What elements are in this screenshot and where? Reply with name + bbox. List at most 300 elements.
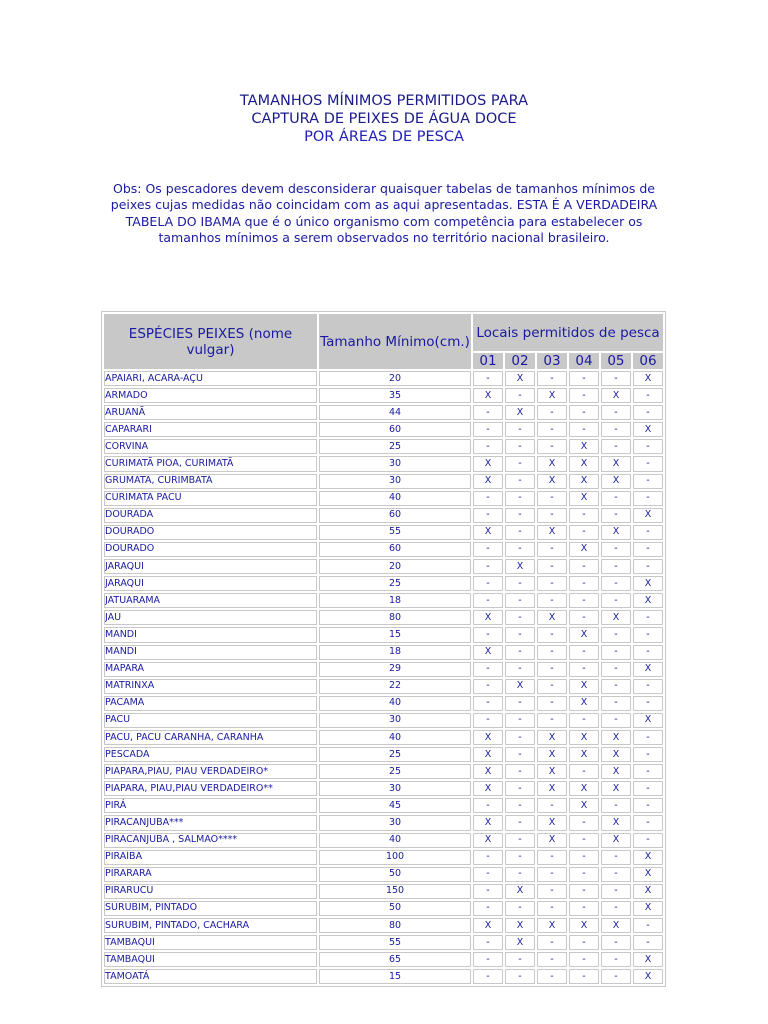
- area-flag-cell: -: [569, 559, 599, 574]
- area-flag-cell: -: [505, 593, 535, 608]
- area-flag-cell: -: [601, 867, 631, 882]
- area-flag-cell: X: [473, 474, 503, 489]
- table-row: [104, 815, 663, 830]
- min-size-cell: 25: [319, 439, 471, 454]
- area-flag-cell: -: [569, 884, 599, 899]
- species-name-cell: CURIMATÃ PACU: [104, 491, 317, 506]
- area-flag-cell: X: [537, 610, 567, 625]
- table-row: [104, 918, 663, 933]
- area-flag-cell: -: [473, 405, 503, 420]
- area-flag-cell: X: [473, 610, 503, 625]
- area-flag-cell: -: [473, 542, 503, 557]
- min-size-cell: 60: [319, 542, 471, 557]
- area-flag-cell: -: [569, 388, 599, 403]
- species-name-cell: DOURADA: [104, 508, 317, 523]
- area-flag-cell: X: [569, 918, 599, 933]
- area-flag-cell: X: [569, 730, 599, 745]
- header-min-size: Tamanho Mínimo(cm.): [319, 314, 471, 369]
- table-row: [104, 867, 663, 882]
- area-flag-cell: -: [537, 559, 567, 574]
- area-flag-cell: -: [569, 969, 599, 984]
- area-flag-cell: -: [633, 764, 663, 779]
- area-flag-cell: X: [569, 439, 599, 454]
- area-flag-cell: -: [505, 798, 535, 813]
- min-size-cell: 45: [319, 798, 471, 813]
- area-flag-cell: -: [537, 645, 567, 660]
- area-flag-cell: -: [633, 456, 663, 471]
- area-flag-cell: X: [537, 388, 567, 403]
- min-size-cell: 15: [319, 969, 471, 984]
- area-flag-cell: -: [473, 713, 503, 728]
- area-flag-cell: -: [473, 662, 503, 677]
- area-flag-cell: -: [569, 508, 599, 523]
- species-name-cell: MANDI: [104, 627, 317, 642]
- area-flag-cell: -: [537, 627, 567, 642]
- area-flag-cell: X: [537, 815, 567, 830]
- area-flag-cell: -: [473, 508, 503, 523]
- area-flag-cell: -: [505, 491, 535, 506]
- species-name-cell: JARAQUI: [104, 559, 317, 574]
- area-flag-cell: -: [569, 764, 599, 779]
- table-row: [104, 576, 663, 591]
- area-flag-cell: X: [473, 918, 503, 933]
- area-flag-cell: -: [633, 491, 663, 506]
- header-area-04: 04: [569, 353, 599, 369]
- area-flag-cell: -: [633, 833, 663, 848]
- area-flag-cell: -: [601, 884, 631, 899]
- area-flag-cell: -: [569, 645, 599, 660]
- area-flag-cell: -: [601, 696, 631, 711]
- area-flag-cell: -: [505, 781, 535, 796]
- area-flag-cell: -: [633, 730, 663, 745]
- area-flag-cell: -: [505, 439, 535, 454]
- area-flag-cell: -: [473, 867, 503, 882]
- area-flag-cell: X: [601, 730, 631, 745]
- area-flag-cell: -: [601, 405, 631, 420]
- area-flag-cell: -: [601, 593, 631, 608]
- title-line-2: CAPTURA DE PEIXES DE ÁGUA DOCE: [251, 111, 517, 127]
- table-row: [104, 747, 663, 762]
- area-flag-cell: -: [505, 969, 535, 984]
- species-name-cell: JAU: [104, 610, 317, 625]
- area-flag-cell: -: [505, 713, 535, 728]
- area-flag-cell: X: [601, 388, 631, 403]
- area-flag-cell: -: [569, 867, 599, 882]
- title-line-1: TAMANHOS MÍNIMOS PERMITIDOS PARA: [239, 93, 529, 109]
- species-name-cell: PACAMÃ: [104, 696, 317, 711]
- area-flag-cell: X: [601, 833, 631, 848]
- min-size-cell: 60: [319, 422, 471, 437]
- area-flag-cell: X: [537, 730, 567, 745]
- observation-note: Obs: Os pescadores devem desconsiderar quaisquer tabelas de tamanhos mínimos de peixes cujas medidas não coincidam com as aqui apresentadas. ESTA É A VERDADEIRA TABELA DO IBAMA que é o único organismo com competência para estabelecer os tamanhos mínimos a serem observados no território nacional brasileiro.: [110, 181, 658, 245]
- area-flag-cell: X: [633, 850, 663, 865]
- area-flag-cell: -: [633, 439, 663, 454]
- area-flag-cell: -: [473, 439, 503, 454]
- area-flag-cell: -: [601, 422, 631, 437]
- species-name-cell: PESCADA: [104, 747, 317, 762]
- area-flag-cell: X: [505, 679, 535, 694]
- table-row: [104, 713, 663, 728]
- area-flag-cell: -: [537, 508, 567, 523]
- area-flag-cell: -: [569, 850, 599, 865]
- area-flag-cell: -: [601, 576, 631, 591]
- species-name-cell: MAPARÁ: [104, 662, 317, 677]
- table-row: [104, 371, 663, 386]
- header-locations: Locais permitidos de pesca: [473, 314, 663, 351]
- area-flag-cell: -: [633, 918, 663, 933]
- area-flag-cell: -: [633, 610, 663, 625]
- area-flag-cell: X: [569, 491, 599, 506]
- species-name-cell: PIRAÍBA: [104, 850, 317, 865]
- area-flag-cell: X: [569, 474, 599, 489]
- area-flag-cell: X: [473, 525, 503, 540]
- area-flag-cell: -: [633, 388, 663, 403]
- species-name-cell: PIRACANJUBA , SALMÃO****: [104, 833, 317, 848]
- species-name-cell: TAMBAQUI: [104, 952, 317, 967]
- area-flag-cell: -: [601, 952, 631, 967]
- min-size-cell: 100: [319, 850, 471, 865]
- min-size-cell: 55: [319, 525, 471, 540]
- area-flag-cell: -: [601, 935, 631, 950]
- species-name-cell: PIAPARA, PIAU,PIAU VERDADEIRO**: [104, 781, 317, 796]
- species-name-cell: MANDI: [104, 645, 317, 660]
- area-flag-cell: -: [601, 645, 631, 660]
- min-size-cell: 25: [319, 764, 471, 779]
- table-row: [104, 798, 663, 813]
- area-flag-cell: -: [473, 952, 503, 967]
- area-flag-cell: -: [569, 901, 599, 916]
- table-row: [104, 764, 663, 779]
- area-flag-cell: X: [633, 576, 663, 591]
- table-row: [104, 627, 663, 642]
- min-size-cell: 44: [319, 405, 471, 420]
- table-row: [104, 456, 663, 471]
- area-flag-cell: -: [505, 422, 535, 437]
- species-name-cell: PIRACANJUBA***: [104, 815, 317, 830]
- min-size-cell: 29: [319, 662, 471, 677]
- min-size-cell: 20: [319, 559, 471, 574]
- min-size-cell: 30: [319, 456, 471, 471]
- area-flag-cell: -: [473, 627, 503, 642]
- area-flag-cell: X: [537, 781, 567, 796]
- area-flag-cell: -: [569, 405, 599, 420]
- area-flag-cell: X: [473, 456, 503, 471]
- table-row: [104, 679, 663, 694]
- table-row: [104, 850, 663, 865]
- species-name-cell: SURUBIM, PINTADO: [104, 901, 317, 916]
- area-flag-cell: X: [473, 730, 503, 745]
- table-row: [104, 696, 663, 711]
- min-size-cell: 150: [319, 884, 471, 899]
- area-flag-cell: -: [569, 662, 599, 677]
- area-flag-cell: -: [569, 593, 599, 608]
- min-size-cell: 80: [319, 918, 471, 933]
- area-flag-cell: -: [569, 525, 599, 540]
- area-flag-cell: X: [601, 456, 631, 471]
- area-flag-cell: -: [601, 713, 631, 728]
- area-flag-cell: -: [537, 679, 567, 694]
- table-body: [104, 371, 663, 984]
- table-row: [104, 508, 663, 523]
- area-flag-cell: -: [601, 679, 631, 694]
- area-flag-cell: -: [505, 815, 535, 830]
- area-flag-cell: -: [505, 867, 535, 882]
- table-row: [104, 730, 663, 745]
- area-flag-cell: -: [505, 627, 535, 642]
- species-name-cell: CORVINA: [104, 439, 317, 454]
- area-flag-cell: -: [569, 610, 599, 625]
- min-size-cell: 30: [319, 815, 471, 830]
- area-flag-cell: X: [505, 918, 535, 933]
- fish-size-table: [101, 311, 666, 987]
- area-flag-cell: -: [601, 439, 631, 454]
- min-size-cell: 40: [319, 833, 471, 848]
- area-flag-cell: -: [473, 850, 503, 865]
- species-name-cell: PIAPARA,PIAU, PIAU VERDADEIRO*: [104, 764, 317, 779]
- area-flag-cell: -: [505, 662, 535, 677]
- table-row: [104, 833, 663, 848]
- area-flag-cell: -: [633, 798, 663, 813]
- area-flag-cell: X: [569, 781, 599, 796]
- species-name-cell: TAMOATÁ: [104, 969, 317, 984]
- area-flag-cell: -: [473, 593, 503, 608]
- area-flag-cell: -: [537, 439, 567, 454]
- area-flag-cell: X: [537, 918, 567, 933]
- min-size-cell: 25: [319, 747, 471, 762]
- min-size-cell: 50: [319, 901, 471, 916]
- area-flag-cell: -: [633, 405, 663, 420]
- area-flag-cell: X: [601, 474, 631, 489]
- table-row: [104, 952, 663, 967]
- area-flag-cell: -: [633, 781, 663, 796]
- area-flag-cell: -: [537, 901, 567, 916]
- area-flag-cell: -: [505, 576, 535, 591]
- area-flag-cell: -: [537, 422, 567, 437]
- area-flag-cell: -: [633, 559, 663, 574]
- species-name-cell: GRUMATÃ, CURIMBATÁ: [104, 474, 317, 489]
- area-flag-cell: X: [505, 405, 535, 420]
- species-name-cell: JARAQUI: [104, 576, 317, 591]
- area-flag-cell: -: [505, 901, 535, 916]
- min-size-cell: 18: [319, 645, 471, 660]
- area-flag-cell: X: [633, 884, 663, 899]
- area-flag-cell: -: [505, 525, 535, 540]
- area-flag-cell: -: [537, 935, 567, 950]
- area-flag-cell: -: [473, 901, 503, 916]
- area-flag-cell: X: [633, 867, 663, 882]
- area-flag-cell: -: [537, 593, 567, 608]
- species-name-cell: PIRARARA: [104, 867, 317, 882]
- area-flag-cell: -: [505, 610, 535, 625]
- area-flag-cell: -: [537, 884, 567, 899]
- table-row: [104, 405, 663, 420]
- min-size-cell: 40: [319, 491, 471, 506]
- area-flag-cell: -: [633, 474, 663, 489]
- species-name-cell: CAPARARI: [104, 422, 317, 437]
- area-flag-cell: X: [569, 696, 599, 711]
- area-flag-cell: -: [505, 456, 535, 471]
- area-flag-cell: -: [601, 850, 631, 865]
- area-flag-cell: X: [601, 525, 631, 540]
- area-flag-cell: -: [633, 525, 663, 540]
- area-flag-cell: -: [569, 815, 599, 830]
- min-size-cell: 55: [319, 935, 471, 950]
- area-flag-cell: -: [473, 491, 503, 506]
- area-flag-cell: -: [633, 935, 663, 950]
- area-flag-cell: X: [473, 645, 503, 660]
- area-flag-cell: X: [537, 474, 567, 489]
- area-flag-cell: -: [601, 798, 631, 813]
- area-flag-cell: X: [633, 508, 663, 523]
- header-area-01: 01: [473, 353, 503, 369]
- area-flag-cell: -: [601, 969, 631, 984]
- document-title: [0, 92, 768, 146]
- area-flag-cell: -: [473, 422, 503, 437]
- table-row: [104, 935, 663, 950]
- area-flag-cell: X: [505, 559, 535, 574]
- min-size-cell: 22: [319, 679, 471, 694]
- area-flag-cell: X: [505, 371, 535, 386]
- area-flag-cell: -: [473, 576, 503, 591]
- area-flag-cell: X: [569, 627, 599, 642]
- area-flag-cell: -: [505, 730, 535, 745]
- table-row: [104, 525, 663, 540]
- area-flag-cell: -: [505, 764, 535, 779]
- area-flag-cell: -: [633, 815, 663, 830]
- area-flag-cell: X: [633, 713, 663, 728]
- area-flag-cell: -: [473, 559, 503, 574]
- species-name-cell: JATUARAMA: [104, 593, 317, 608]
- title-line-3: POR ÁREAS DE PESCA: [304, 129, 464, 145]
- area-flag-cell: X: [537, 764, 567, 779]
- area-flag-cell: -: [505, 833, 535, 848]
- area-flag-cell: X: [633, 952, 663, 967]
- area-flag-cell: X: [633, 969, 663, 984]
- min-size-cell: 30: [319, 781, 471, 796]
- species-name-cell: APAIARI, ACARA-AÇU: [104, 371, 317, 386]
- area-flag-cell: -: [601, 542, 631, 557]
- area-flag-cell: -: [569, 952, 599, 967]
- area-flag-cell: X: [601, 815, 631, 830]
- area-flag-cell: X: [505, 884, 535, 899]
- table-row: [104, 781, 663, 796]
- area-flag-cell: -: [633, 627, 663, 642]
- area-flag-cell: X: [633, 593, 663, 608]
- area-flag-cell: -: [537, 542, 567, 557]
- area-flag-cell: X: [569, 747, 599, 762]
- area-flag-cell: X: [633, 901, 663, 916]
- area-flag-cell: -: [473, 884, 503, 899]
- header-area-06: 06: [633, 353, 663, 369]
- area-flag-cell: -: [505, 850, 535, 865]
- area-flag-cell: -: [569, 576, 599, 591]
- table-row: [104, 645, 663, 660]
- species-name-cell: CURIMATÃ PIOA, CURIMATÃ: [104, 456, 317, 471]
- min-size-cell: 20: [319, 371, 471, 386]
- min-size-cell: 30: [319, 713, 471, 728]
- area-flag-cell: -: [569, 371, 599, 386]
- area-flag-cell: -: [537, 798, 567, 813]
- area-flag-cell: X: [601, 918, 631, 933]
- area-flag-cell: X: [473, 747, 503, 762]
- species-name-cell: PIRARUCU: [104, 884, 317, 899]
- area-flag-cell: -: [505, 474, 535, 489]
- area-flag-cell: -: [569, 713, 599, 728]
- table-row: [104, 474, 663, 489]
- table-row: [104, 388, 663, 403]
- area-flag-cell: -: [537, 576, 567, 591]
- species-name-cell: DOURADO: [104, 525, 317, 540]
- area-flag-cell: X: [473, 815, 503, 830]
- area-flag-cell: X: [569, 679, 599, 694]
- area-flag-cell: -: [537, 405, 567, 420]
- species-name-cell: SURUBIM, PINTADO, CACHARA: [104, 918, 317, 933]
- area-flag-cell: X: [537, 747, 567, 762]
- area-flag-cell: -: [633, 645, 663, 660]
- min-size-cell: 15: [319, 627, 471, 642]
- min-size-cell: 40: [319, 696, 471, 711]
- area-flag-cell: -: [601, 901, 631, 916]
- area-flag-cell: X: [537, 456, 567, 471]
- area-flag-cell: -: [537, 969, 567, 984]
- area-flag-cell: -: [505, 388, 535, 403]
- area-flag-cell: -: [537, 662, 567, 677]
- header-area-02: 02: [505, 353, 535, 369]
- area-flag-cell: -: [505, 747, 535, 762]
- table-row: [104, 439, 663, 454]
- header-area-03: 03: [537, 353, 567, 369]
- min-size-cell: 30: [319, 474, 471, 489]
- area-flag-cell: -: [537, 713, 567, 728]
- species-name-cell: PACU: [104, 713, 317, 728]
- area-flag-cell: -: [537, 371, 567, 386]
- min-size-cell: 65: [319, 952, 471, 967]
- area-flag-cell: -: [505, 645, 535, 660]
- area-flag-cell: -: [473, 371, 503, 386]
- area-flag-cell: -: [601, 559, 631, 574]
- min-size-cell: 18: [319, 593, 471, 608]
- table-row: [104, 901, 663, 916]
- area-flag-cell: X: [633, 371, 663, 386]
- table-row: [104, 662, 663, 677]
- area-flag-cell: X: [601, 781, 631, 796]
- area-flag-cell: -: [569, 833, 599, 848]
- area-flag-cell: -: [601, 662, 631, 677]
- area-flag-cell: -: [473, 935, 503, 950]
- min-size-cell: 25: [319, 576, 471, 591]
- table-row: [104, 559, 663, 574]
- area-flag-cell: -: [473, 969, 503, 984]
- area-flag-cell: -: [601, 371, 631, 386]
- area-flag-cell: X: [569, 456, 599, 471]
- species-name-cell: DOURADO: [104, 542, 317, 557]
- area-flag-cell: X: [633, 422, 663, 437]
- species-name-cell: TAMBAQUI: [104, 935, 317, 950]
- area-flag-cell: -: [505, 696, 535, 711]
- min-size-cell: 40: [319, 730, 471, 745]
- area-flag-cell: X: [601, 610, 631, 625]
- species-name-cell: PIRÁ: [104, 798, 317, 813]
- area-flag-cell: X: [473, 781, 503, 796]
- area-flag-cell: X: [601, 764, 631, 779]
- area-flag-cell: -: [537, 696, 567, 711]
- area-flag-cell: -: [601, 508, 631, 523]
- area-flag-cell: -: [505, 508, 535, 523]
- species-name-cell: ARUANÃ: [104, 405, 317, 420]
- species-name-cell: PACU, PACU CARANHA, CARANHA: [104, 730, 317, 745]
- area-flag-cell: -: [601, 627, 631, 642]
- area-flag-cell: -: [537, 952, 567, 967]
